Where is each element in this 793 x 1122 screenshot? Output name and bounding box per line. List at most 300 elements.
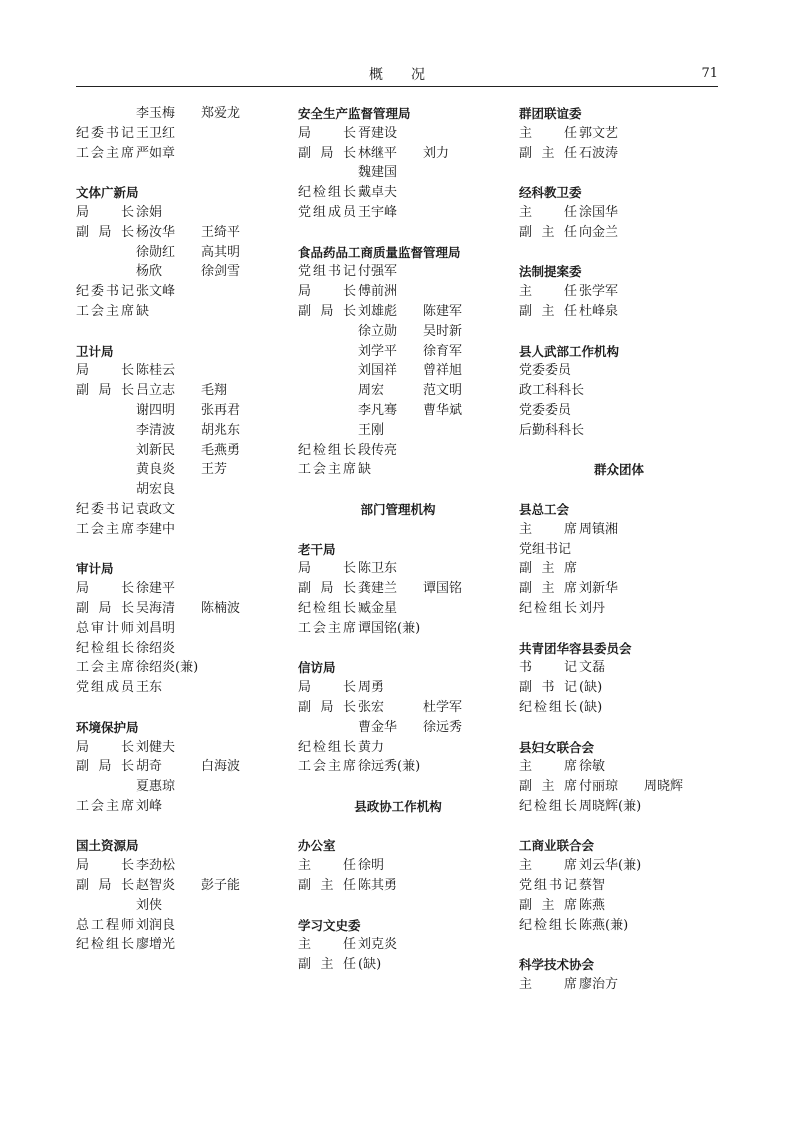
directory-entry	[76, 381, 286, 401]
person-name: 陈桂云	[136, 363, 176, 379]
person-name: 曹金华	[358, 719, 398, 735]
person-name: 王宇峰	[358, 204, 398, 220]
directory-entry	[76, 460, 286, 480]
directory-entry	[298, 381, 498, 401]
directory-entry	[76, 401, 286, 421]
position-title: 局长	[76, 363, 134, 379]
person-name: 付丽琼	[579, 779, 619, 795]
directory-entry	[76, 282, 286, 302]
position-title: 纪检组长	[298, 185, 356, 201]
person-name: 文磊	[579, 660, 606, 676]
person-name: 徐绍炎(兼)	[136, 660, 199, 676]
directory-entry	[519, 579, 719, 599]
directory-entry	[76, 678, 286, 698]
spacer	[298, 639, 498, 659]
directory-entry	[298, 619, 498, 639]
person-name: (缺)	[358, 957, 382, 973]
directory-entry	[298, 955, 498, 975]
person-name: 黄良炎	[136, 462, 176, 478]
position-label: 党委委员	[519, 402, 572, 418]
position-title: 副主席	[519, 779, 577, 795]
group-heading: 县政协工作机构	[354, 798, 442, 814]
section-heading: 县总工会	[519, 501, 570, 517]
person-name: 王绮平	[201, 224, 241, 240]
position-title: 主任	[298, 937, 356, 953]
person-name: 刘云华(兼)	[579, 858, 642, 874]
directory-entry	[76, 243, 286, 263]
spacer	[519, 163, 719, 183]
person-name: 刘力	[423, 145, 450, 161]
person-name: 高其明	[201, 244, 241, 260]
person-name: 范文明	[423, 383, 463, 399]
person-name: 刘峰	[136, 798, 163, 814]
page-number: 71	[701, 66, 718, 81]
directory-entry	[298, 262, 498, 282]
person-name: 刘新华	[579, 581, 619, 597]
directory-entry	[298, 856, 498, 876]
person-name: 周镇湘	[579, 521, 619, 537]
directory-entry	[519, 124, 719, 144]
person-name: 谢四明	[136, 402, 176, 418]
person-name: 涂娟	[136, 204, 163, 220]
section-heading: 食品药品工商质量监督管理局	[298, 244, 461, 260]
section-heading: 文体广新局	[76, 185, 139, 201]
person-name: 黄力	[358, 739, 385, 755]
position-label: 党组书记	[519, 541, 572, 557]
position-title: 局长	[76, 739, 134, 755]
person-name: 胥建设	[358, 125, 398, 141]
person-name: 王卫红	[136, 125, 176, 141]
person-name: 刘丹	[579, 600, 606, 616]
position-title: 党组书记	[298, 264, 356, 280]
directory-entry	[298, 322, 498, 342]
person-name: 傅前洲	[358, 284, 398, 300]
person-name: 徐远秀	[423, 719, 463, 735]
person-name: 徐绍炎	[136, 640, 176, 656]
running-head-title: 概况	[369, 67, 453, 83]
directory-entry	[519, 916, 719, 936]
position-title: 副局长	[76, 878, 134, 894]
person-name: 缺	[136, 303, 150, 319]
person-name: 戴卓夫	[358, 185, 398, 201]
column-2	[298, 104, 498, 975]
position-title: 局长	[298, 561, 356, 577]
person-name: 谭国铭(兼)	[358, 620, 421, 636]
directory-entry	[519, 282, 719, 302]
person-name: 毛翔	[201, 383, 228, 399]
position-title: 副局长	[76, 383, 134, 399]
person-name: 王芳	[201, 462, 228, 478]
directory-entry	[298, 361, 498, 381]
directory-entry	[76, 896, 286, 916]
person-name: 毛燕勇	[201, 442, 241, 458]
person-name: 陈燕(兼)	[579, 917, 629, 933]
directory-entry	[298, 738, 498, 758]
section-heading: 国土资源局	[76, 838, 139, 854]
section-heading: 工商业联合会	[519, 838, 595, 854]
directory-entry	[76, 738, 286, 758]
directory-entry	[76, 421, 286, 441]
directory-entry	[76, 203, 286, 223]
position-title: 工会主席	[298, 462, 356, 478]
position-title: 局长	[298, 125, 356, 141]
person-name: 缺	[358, 462, 372, 478]
position-title: 总审计师	[76, 620, 134, 636]
position-title: 副主任	[519, 224, 577, 240]
position-title: 纪检组长	[298, 600, 356, 616]
directory-entry	[76, 658, 286, 678]
person-name: 刘侠	[136, 897, 163, 913]
directory-entry	[519, 520, 719, 540]
position-title: 纪检组长	[298, 442, 356, 458]
position-title: 局长	[298, 680, 356, 696]
section-heading: 安全生产监督管理局	[298, 106, 411, 121]
person-name: 杨欣	[136, 264, 163, 280]
person-name: 徐剑雪	[201, 264, 241, 280]
section-heading: 经科教卫委	[519, 185, 582, 201]
person-name: 徐立勋	[358, 323, 398, 339]
person-name: 吕立志	[136, 383, 176, 399]
person-name: 刘新民	[136, 442, 176, 458]
position-title: 副局长	[298, 581, 356, 597]
directory-entry	[298, 678, 498, 698]
directory-entry	[76, 639, 286, 659]
directory-entry	[519, 777, 719, 797]
person-name: (缺)	[579, 699, 603, 715]
person-name: 向金兰	[579, 224, 619, 240]
directory-entry	[76, 500, 286, 520]
position-title: 局长	[76, 581, 134, 597]
person-name: 魏建国	[358, 165, 398, 181]
person-name: 刘昌明	[136, 620, 176, 636]
directory-entry	[298, 401, 498, 421]
person-name: 杜峰泉	[579, 303, 619, 319]
spacer	[298, 480, 498, 500]
person-name: 陈卫东	[358, 561, 398, 577]
person-name: 杜学军	[423, 699, 463, 715]
directory-entry	[519, 698, 719, 718]
position-title: 主任	[519, 125, 577, 141]
directory-entry	[76, 361, 286, 381]
position-title: 副主席	[519, 581, 577, 597]
directory-entry	[519, 896, 719, 916]
position-title: 主席	[519, 759, 577, 775]
directory-entry	[298, 876, 498, 896]
spacer	[76, 540, 286, 560]
person-name: 彭子能	[201, 878, 241, 894]
spacer	[519, 935, 719, 955]
directory-entry	[76, 757, 286, 777]
position-title: 主席	[519, 858, 577, 874]
section-heading: 办公室	[298, 838, 336, 854]
person-name: 郑爱龙	[201, 106, 241, 121]
position-title: 纪委书记	[76, 501, 134, 517]
position-title: 副主任	[519, 145, 577, 161]
position-title: 纪检组长	[76, 937, 134, 953]
position-title: 纪委书记	[76, 125, 134, 141]
position-title: 副局长	[76, 224, 134, 240]
directory-entry	[76, 480, 286, 500]
section-heading: 县妇女联合会	[519, 739, 595, 755]
person-name: 王刚	[358, 422, 385, 438]
directory-entry	[298, 718, 498, 738]
spacer	[76, 322, 286, 342]
position-title: 工会主席	[76, 798, 134, 814]
directory-entry	[519, 203, 719, 223]
section-heading: 共青团华容县委员会	[519, 640, 632, 656]
person-name: 李凡骞	[358, 402, 398, 418]
position-title: 副主席	[519, 561, 577, 577]
person-name: 徐勋红	[136, 244, 176, 260]
person-name: 严如章	[136, 145, 176, 161]
person-name: 徐敏	[579, 759, 606, 775]
position-title: 副局长	[76, 759, 134, 775]
position-title: 工会主席	[76, 145, 134, 161]
directory-entry	[519, 599, 719, 619]
position-title: 副局长	[298, 303, 356, 319]
group-heading: 部门管理机构	[360, 501, 436, 517]
position-title: 工会主席	[298, 759, 356, 775]
person-name: 陈建军	[423, 303, 463, 319]
person-name: 廖治方	[579, 977, 619, 993]
spacer	[298, 520, 498, 540]
person-name: 龚建兰	[358, 581, 398, 597]
person-name: 石波涛	[579, 145, 619, 161]
position-title: 副局长	[298, 699, 356, 715]
person-name: 刘雄彪	[358, 303, 398, 319]
directory-entry	[76, 916, 286, 936]
spacer	[519, 619, 719, 639]
position-title: 副局长	[298, 145, 356, 161]
directory-entry	[519, 797, 719, 817]
person-name: 周宏	[358, 383, 385, 399]
directory-entry	[298, 203, 498, 223]
position-title: 主席	[519, 977, 577, 993]
person-name: 徐建平	[136, 581, 176, 597]
position-title: 副书记	[519, 680, 577, 696]
person-name: 李清波	[136, 422, 176, 438]
person-name: 张文峰	[136, 284, 176, 300]
person-name: 胡宏良	[136, 482, 176, 498]
position-title: 主席	[519, 521, 577, 537]
person-name: 李劲松	[136, 858, 176, 874]
position-label: 后勤科科长	[519, 422, 585, 438]
position-title: 副主席	[519, 897, 577, 913]
directory-entry	[298, 183, 498, 203]
person-name: 夏惠琼	[136, 779, 176, 795]
directory-entry	[76, 876, 286, 896]
person-name: 王东	[136, 680, 163, 696]
person-name: 徐远秀(兼)	[358, 759, 421, 775]
directory-entry	[519, 658, 719, 678]
person-name: 刘克炎	[358, 937, 398, 953]
directory-entry	[76, 302, 286, 322]
person-name: 臧金星	[358, 600, 398, 616]
directory-entry	[519, 302, 719, 322]
position-title: 局长	[76, 858, 134, 874]
position-title: 主任	[519, 284, 577, 300]
person-name: 周晓辉(兼)	[579, 798, 642, 814]
directory-entry	[298, 698, 498, 718]
position-title: 纪检组长	[76, 640, 134, 656]
directory-entry	[298, 757, 498, 777]
directory-entry	[76, 579, 286, 599]
directory-entry	[298, 579, 498, 599]
person-name: 刘润良	[136, 917, 176, 933]
person-name: 周晓辉	[644, 779, 684, 795]
position-title: 副主任	[519, 303, 577, 319]
directory-entry	[298, 342, 498, 362]
section-heading: 环境保护局	[76, 719, 139, 735]
directory-entry	[298, 421, 498, 441]
position-title: 总工程师	[76, 917, 134, 933]
person-name: 刘健夫	[136, 739, 176, 755]
position-title: 工会主席	[76, 303, 134, 319]
person-name: 廖增光	[136, 937, 176, 953]
directory-entry	[519, 559, 719, 579]
spacer	[298, 777, 498, 797]
position-title: 书记	[519, 660, 577, 676]
person-name: 郭文艺	[579, 125, 619, 141]
position-title: 工会主席	[298, 620, 356, 636]
directory-entry	[76, 144, 286, 164]
directory-entry	[298, 935, 498, 955]
page-header	[76, 60, 718, 87]
position-title: 局长	[76, 204, 134, 220]
directory-entry	[76, 104, 286, 124]
spacer	[76, 698, 286, 718]
position-title: 党组书记	[519, 878, 577, 894]
directory-entry	[298, 163, 498, 183]
person-name: 张再君	[201, 402, 241, 418]
spacer	[298, 223, 498, 243]
spacer	[298, 817, 498, 837]
person-name: 张学军	[579, 284, 619, 300]
person-name: 曹华斌	[423, 402, 463, 418]
directory-entry	[298, 124, 498, 144]
directory-entry	[76, 520, 286, 540]
section-heading: 卫计局	[76, 343, 114, 359]
column-1	[76, 104, 286, 955]
person-name: 刘国祥	[358, 363, 398, 379]
person-name: 杨汝华	[136, 224, 176, 240]
directory-entry	[76, 262, 286, 282]
spacer	[519, 322, 719, 342]
person-name: 徐明	[358, 858, 385, 874]
person-name: 吴时新	[423, 323, 463, 339]
position-title: 工会主席	[76, 521, 134, 537]
position-title: 纪委书记	[76, 284, 134, 300]
person-name: 白海波	[201, 759, 241, 775]
directory-entry	[76, 856, 286, 876]
spacer	[76, 817, 286, 837]
person-name: 段传亮	[358, 442, 398, 458]
spacer	[76, 163, 286, 183]
position-title: 纪检组长	[519, 600, 577, 616]
section-heading: 群团联谊委	[519, 106, 582, 121]
person-name: 涂国华	[579, 204, 619, 220]
section-heading: 信访局	[298, 660, 336, 676]
directory-entry	[298, 282, 498, 302]
person-name: 陈燕	[579, 897, 606, 913]
position-title: 局长	[298, 284, 356, 300]
person-name: 刘学平	[358, 343, 398, 359]
directory-entry	[519, 678, 719, 698]
spacer	[519, 718, 719, 738]
directory-entry	[76, 619, 286, 639]
person-name: 胡兆东	[201, 422, 241, 438]
person-name: 陈楠波	[201, 600, 241, 616]
section-heading: 学习文史委	[298, 917, 361, 933]
position-title: 纪检组长	[519, 917, 577, 933]
directory-entry	[519, 223, 719, 243]
directory-entry	[519, 144, 719, 164]
position-title: 纪检组长	[519, 798, 577, 814]
position-title: 副局长	[76, 600, 134, 616]
person-name: 周勇	[358, 680, 385, 696]
directory-entry	[298, 302, 498, 322]
position-title: 副主任	[298, 878, 356, 894]
person-name: 陈其勇	[358, 878, 398, 894]
group-heading: 群众团体	[593, 462, 644, 478]
position-title: 副主任	[298, 957, 356, 973]
section-heading: 科学技术协会	[519, 957, 595, 973]
directory-entry	[298, 559, 498, 579]
position-title: 纪检组长	[298, 739, 356, 755]
person-name: 林继平	[358, 145, 398, 161]
directory-entry	[519, 975, 719, 995]
position-title: 党组成员	[298, 204, 356, 220]
person-name: 胡奇	[136, 759, 163, 775]
person-name: 谭国铭	[423, 581, 463, 597]
person-name: 袁政文	[136, 501, 176, 517]
column-3	[519, 104, 719, 995]
person-name: 蔡智	[579, 878, 606, 894]
directory-entry	[519, 856, 719, 876]
spacer	[298, 896, 498, 916]
person-name: 赵智炎	[136, 878, 176, 894]
section-heading: 老干局	[298, 541, 336, 557]
position-title: 纪检组长	[519, 699, 577, 715]
directory-entry	[76, 777, 286, 797]
spacer	[519, 480, 719, 500]
directory-entry	[76, 223, 286, 243]
person-name: 付强军	[358, 264, 398, 280]
section-heading: 审计局	[76, 561, 114, 577]
position-title: 主任	[519, 204, 577, 220]
person-name: 李玉梅	[136, 106, 176, 121]
directory-entry	[76, 935, 286, 955]
position-label: 党委委员	[519, 363, 572, 379]
directory-entry	[298, 460, 498, 480]
spacer	[519, 441, 719, 461]
directory-entry	[76, 441, 286, 461]
directory-entry	[298, 599, 498, 619]
position-label: 政工科科长	[519, 383, 585, 399]
position-title: 党组成员	[76, 680, 134, 696]
spacer	[519, 817, 719, 837]
directory-entry	[519, 876, 719, 896]
directory-entry	[519, 757, 719, 777]
directory-entry	[76, 797, 286, 817]
directory-entry	[76, 124, 286, 144]
directory-entry	[76, 599, 286, 619]
person-name: 李建中	[136, 521, 176, 537]
section-heading: 法制提案委	[519, 264, 582, 280]
person-name: 吴海清	[136, 600, 176, 616]
position-title: 工会主席	[76, 660, 134, 676]
directory-entry	[298, 144, 498, 164]
